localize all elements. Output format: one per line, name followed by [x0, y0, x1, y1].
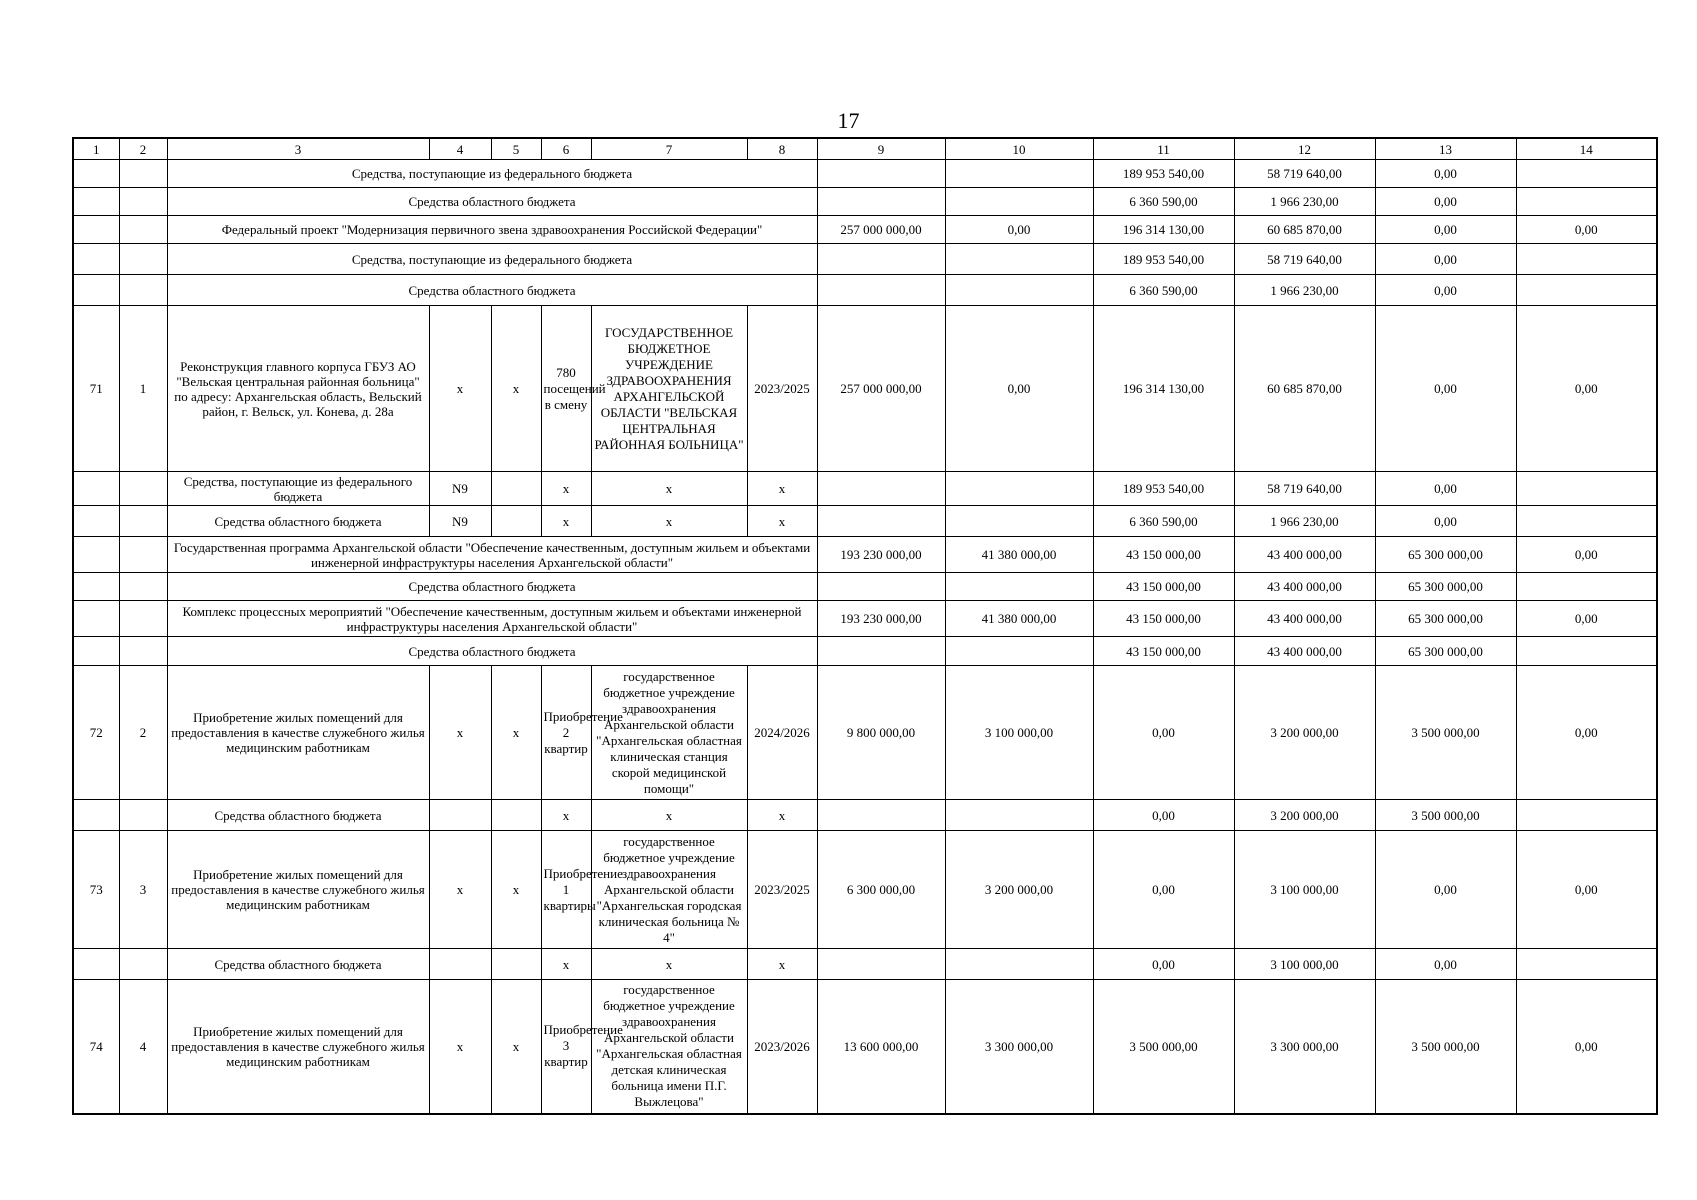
cell-value: x	[491, 831, 541, 949]
cell	[1516, 160, 1657, 188]
column-header: 6	[541, 138, 591, 160]
column-header: 11	[1093, 138, 1234, 160]
table-row	[73, 244, 1657, 275]
row-label: Средства областного бюджета	[167, 275, 817, 306]
cell-value: 3 100 000,00	[1234, 831, 1375, 949]
column-header: 1	[73, 138, 119, 160]
cell-value: 3 100 000,00	[945, 666, 1093, 800]
cell-value: x	[429, 666, 491, 800]
cell	[1516, 800, 1657, 831]
column-header: 9	[817, 138, 945, 160]
cell	[945, 244, 1093, 275]
cell-value: x	[541, 506, 591, 537]
object-name: Приобретение жилых помещений для предоставления в качестве служебного жилья медицинским работникам	[167, 980, 429, 1114]
cell	[73, 244, 119, 275]
cell	[945, 800, 1093, 831]
cell	[1516, 573, 1657, 601]
cell	[119, 160, 167, 188]
cell-value: 0,00	[1375, 188, 1516, 216]
cell-value: 43 150 000,00	[1093, 537, 1234, 573]
cell-value: 0,00	[1375, 275, 1516, 306]
cell-value: 3 500 000,00	[1093, 980, 1234, 1114]
cell	[945, 506, 1093, 537]
cell-value: 2023/2026	[747, 980, 817, 1114]
cell-value: 43 400 000,00	[1234, 573, 1375, 601]
row-label: Средства, поступающие из федерального бюджета	[167, 160, 817, 188]
cell	[945, 472, 1093, 506]
cell	[491, 472, 541, 506]
cell	[119, 275, 167, 306]
row-label: Средства, поступающие из федерального бюджета	[167, 244, 817, 275]
cell-value: 41 380 000,00	[945, 537, 1093, 573]
cell-value: 6 360 590,00	[1093, 275, 1234, 306]
cell-value: 3 500 000,00	[1375, 800, 1516, 831]
cell-value: 4	[119, 980, 167, 1114]
cell-value: 1 966 230,00	[1234, 275, 1375, 306]
cell	[73, 637, 119, 666]
cell-value: 3 500 000,00	[1375, 666, 1516, 800]
table-row	[73, 831, 1657, 949]
cell	[1516, 275, 1657, 306]
cell	[945, 949, 1093, 980]
cell-value: 73	[73, 831, 119, 949]
cell-value: 189 953 540,00	[1093, 160, 1234, 188]
cell-value: N9	[429, 472, 491, 506]
table-row	[73, 573, 1657, 601]
cell	[817, 573, 945, 601]
column-header: 14	[1516, 138, 1657, 160]
cell-value: 9 800 000,00	[817, 666, 945, 800]
cell-value: 1 966 230,00	[1234, 188, 1375, 216]
cell-value: 0,00	[1516, 980, 1657, 1114]
cell-value: 0,00	[1093, 800, 1234, 831]
organization-cell: ГОСУДАРСТВЕННОЕ БЮДЖЕТНОЕ УЧРЕЖДЕНИЕ ЗДРАВООХРАНЕНИЯ АРХАНГЕЛЬСКОЙ ОБЛАСТИ "ВЕЛЬСКАЯ ЦЕНТРАЛЬНАЯ РАЙОННАЯ БОЛЬНИЦА"	[591, 306, 747, 472]
organization-cell: государственное бюджетное учреждение здравоохранения Архангельской области "Архангельская областная детская клиническая больница имени П.Г. Выжлецова"	[591, 980, 747, 1114]
cell-value: 60 685 870,00	[1234, 306, 1375, 472]
cell	[73, 160, 119, 188]
cell-value: x	[541, 472, 591, 506]
cell-value: 58 719 640,00	[1234, 244, 1375, 275]
cell-value: x	[747, 800, 817, 831]
page-number: 17	[837, 108, 860, 133]
cell	[119, 800, 167, 831]
object-name: Приобретение жилых помещений для предоставления в качестве служебного жилья медицинским работникам	[167, 666, 429, 800]
cell-value: 3 200 000,00	[1234, 800, 1375, 831]
cell-value: 0,00	[1516, 831, 1657, 949]
cell-value: 43 150 000,00	[1093, 637, 1234, 666]
cell-value: 0,00	[1375, 160, 1516, 188]
budget-table	[72, 137, 1658, 1115]
cell-value: 58 719 640,00	[1234, 160, 1375, 188]
cell-value: x	[541, 800, 591, 831]
cell-value: 13 600 000,00	[817, 980, 945, 1114]
cell-value: 0,00	[945, 306, 1093, 472]
cell	[817, 506, 945, 537]
cell	[1516, 506, 1657, 537]
cell-value: x	[747, 506, 817, 537]
table-row	[73, 601, 1657, 637]
cell-value: 0,00	[1516, 216, 1657, 244]
cell-value: x	[491, 666, 541, 800]
object-name: Приобретение жилых помещений для предоставления в качестве служебного жилья медицинским работникам	[167, 831, 429, 949]
cell-value: 0,00	[1093, 831, 1234, 949]
cell-value: 1 966 230,00	[1234, 506, 1375, 537]
cell	[1516, 637, 1657, 666]
cell-value: 71	[73, 306, 119, 472]
row-label: Средства, поступающие из федерального бюджета	[167, 472, 429, 506]
table-row	[73, 160, 1657, 188]
cell-value: 41 380 000,00	[945, 601, 1093, 637]
organization-cell: государственное бюджетное учреждение здравоохранения Архангельской области "Архангельская городская клиническая больница № 4"	[591, 831, 747, 949]
row-label: Средства областного бюджета	[167, 188, 817, 216]
cell	[119, 949, 167, 980]
cell-value: 0,00	[1375, 831, 1516, 949]
cell-value: x	[591, 949, 747, 980]
cell-value: 65 300 000,00	[1375, 601, 1516, 637]
cell	[119, 472, 167, 506]
row-label: Средства областного бюджета	[167, 949, 429, 980]
cell-value: 189 953 540,00	[1093, 472, 1234, 506]
cell-value: 257 000 000,00	[817, 216, 945, 244]
cell-value: 0,00	[1375, 306, 1516, 472]
cell-value: 43 150 000,00	[1093, 601, 1234, 637]
cell	[817, 637, 945, 666]
cell-value: 60 685 870,00	[1234, 216, 1375, 244]
cell-value: x	[747, 949, 817, 980]
cell-value: x	[429, 306, 491, 472]
cell-value: 0,00	[1516, 537, 1657, 573]
cell	[817, 472, 945, 506]
cell	[119, 506, 167, 537]
cell-value: 0,00	[1375, 506, 1516, 537]
cell-value: 6 360 590,00	[1093, 506, 1234, 537]
cell-value: 2023/2025	[747, 831, 817, 949]
table-row	[73, 666, 1657, 800]
column-header: 5	[491, 138, 541, 160]
row-label: Средства областного бюджета	[167, 506, 429, 537]
cell	[119, 537, 167, 573]
cell	[817, 800, 945, 831]
capacity-cell: Приобретение 2 квартир	[541, 666, 591, 800]
cell-value: 43 400 000,00	[1234, 601, 1375, 637]
cell	[1516, 244, 1657, 275]
cell-value: 65 300 000,00	[1375, 537, 1516, 573]
cell-value: x	[491, 306, 541, 472]
cell-value: 65 300 000,00	[1375, 573, 1516, 601]
column-header: 8	[747, 138, 817, 160]
table-row	[73, 537, 1657, 573]
cell-value: 2023/2025	[747, 306, 817, 472]
table-header-row	[73, 138, 1657, 160]
cell	[945, 188, 1093, 216]
cell-value: 43 150 000,00	[1093, 573, 1234, 601]
cell-value: N9	[429, 506, 491, 537]
cell-value: 2	[119, 666, 167, 800]
row-label: Средства областного бюджета	[167, 637, 817, 666]
cell	[491, 506, 541, 537]
cell-value: 196 314 130,00	[1093, 306, 1234, 472]
cell-value: 0,00	[1375, 216, 1516, 244]
table-row	[73, 800, 1657, 831]
table-row	[73, 980, 1657, 1114]
table-row	[73, 949, 1657, 980]
table-row	[73, 637, 1657, 666]
cell	[73, 275, 119, 306]
cell-value: 193 230 000,00	[817, 537, 945, 573]
capacity-cell: Приобретение 3 квартир	[541, 980, 591, 1114]
cell	[945, 275, 1093, 306]
row-label: Государственная программа Архангельской области "Обеспечение качественным, доступным жильем и объектами инженерной инфраструктуры населения Архангельской области"	[167, 537, 817, 573]
cell-value: x	[429, 831, 491, 949]
column-header: 13	[1375, 138, 1516, 160]
cell	[119, 244, 167, 275]
cell	[73, 537, 119, 573]
cell-value: 0,00	[945, 216, 1093, 244]
column-header: 7	[591, 138, 747, 160]
cell-value: x	[491, 980, 541, 1114]
cell	[945, 160, 1093, 188]
cell-value: 0,00	[1375, 244, 1516, 275]
cell	[73, 506, 119, 537]
capacity-cell: 780 посещений в смену	[541, 306, 591, 472]
column-header: 4	[429, 138, 491, 160]
cell	[491, 949, 541, 980]
cell-value: 65 300 000,00	[1375, 637, 1516, 666]
cell-value: 0,00	[1093, 666, 1234, 800]
cell-value: 72	[73, 666, 119, 800]
column-header: 12	[1234, 138, 1375, 160]
table-row	[73, 188, 1657, 216]
cell-value: x	[591, 800, 747, 831]
cell	[73, 601, 119, 637]
table-row	[73, 472, 1657, 506]
cell-value: x	[541, 949, 591, 980]
cell	[817, 275, 945, 306]
cell-value: 193 230 000,00	[817, 601, 945, 637]
cell-value: 3 300 000,00	[1234, 980, 1375, 1114]
column-header: 10	[945, 138, 1093, 160]
cell	[73, 949, 119, 980]
cell	[73, 472, 119, 506]
cell	[817, 188, 945, 216]
cell-value: 196 314 130,00	[1093, 216, 1234, 244]
cell-value: 0,00	[1516, 666, 1657, 800]
cell-value: 3 100 000,00	[1234, 949, 1375, 980]
table-row	[73, 506, 1657, 537]
cell	[119, 573, 167, 601]
cell-value: x	[591, 506, 747, 537]
table-row	[73, 306, 1657, 472]
cell-value: 0,00	[1516, 601, 1657, 637]
cell-value: 3	[119, 831, 167, 949]
cell	[119, 216, 167, 244]
cell-value: x	[747, 472, 817, 506]
row-label: Средства областного бюджета	[167, 800, 429, 831]
cell	[119, 188, 167, 216]
cell	[429, 800, 491, 831]
row-label: Комплекс процессных мероприятий "Обеспечение качественным, доступным жильем и объектами инженерной инфраструктуры населения Архангельской области"	[167, 601, 817, 637]
cell	[429, 949, 491, 980]
cell	[119, 601, 167, 637]
cell-value: 189 953 540,00	[1093, 244, 1234, 275]
cell-value: 2024/2026	[747, 666, 817, 800]
organization-cell: государственное бюджетное учреждение здравоохранения Архангельской области "Архангельская областная клиническая станция скорой медицинской помощи"	[591, 666, 747, 800]
cell	[1516, 949, 1657, 980]
cell-value: 3 300 000,00	[945, 980, 1093, 1114]
cell-value: 58 719 640,00	[1234, 472, 1375, 506]
row-label: Средства областного бюджета	[167, 573, 817, 601]
cell	[945, 637, 1093, 666]
cell-value: 0,00	[1093, 949, 1234, 980]
cell-value: 74	[73, 980, 119, 1114]
cell	[1516, 188, 1657, 216]
row-label: Федеральный проект "Модернизация первичного звена здравоохранения Российской Федерации"	[167, 216, 817, 244]
cell-value: 3 500 000,00	[1375, 980, 1516, 1114]
table-row	[73, 275, 1657, 306]
cell	[73, 188, 119, 216]
cell-value: 6 360 590,00	[1093, 188, 1234, 216]
table-row	[73, 216, 1657, 244]
cell	[817, 160, 945, 188]
cell-value: 257 000 000,00	[817, 306, 945, 472]
cell	[1516, 472, 1657, 506]
cell-value: 1	[119, 306, 167, 472]
cell	[73, 573, 119, 601]
cell-value: 0,00	[1375, 472, 1516, 506]
column-header: 2	[119, 138, 167, 160]
cell-value: 3 200 000,00	[1234, 666, 1375, 800]
cell	[945, 573, 1093, 601]
cell	[119, 637, 167, 666]
cell-value: x	[591, 472, 747, 506]
cell	[817, 244, 945, 275]
cell-value: 3 200 000,00	[945, 831, 1093, 949]
cell	[73, 216, 119, 244]
column-header: 3	[167, 138, 429, 160]
cell	[817, 949, 945, 980]
cell	[491, 800, 541, 831]
cell-value: 6 300 000,00	[817, 831, 945, 949]
capacity-cell: Приобретение 1 квартиры	[541, 831, 591, 949]
cell	[73, 800, 119, 831]
cell-value: 0,00	[1516, 306, 1657, 472]
cell-value: 43 400 000,00	[1234, 537, 1375, 573]
cell-value: 43 400 000,00	[1234, 637, 1375, 666]
cell-value: x	[429, 980, 491, 1114]
object-name: Реконструкция главного корпуса ГБУЗ АО "Вельская центральная районная больница" по адресу: Архангельская область, Вельский район, г. Вельск, ул. Конева, д. 28а	[167, 306, 429, 472]
cell-value: 0,00	[1375, 949, 1516, 980]
